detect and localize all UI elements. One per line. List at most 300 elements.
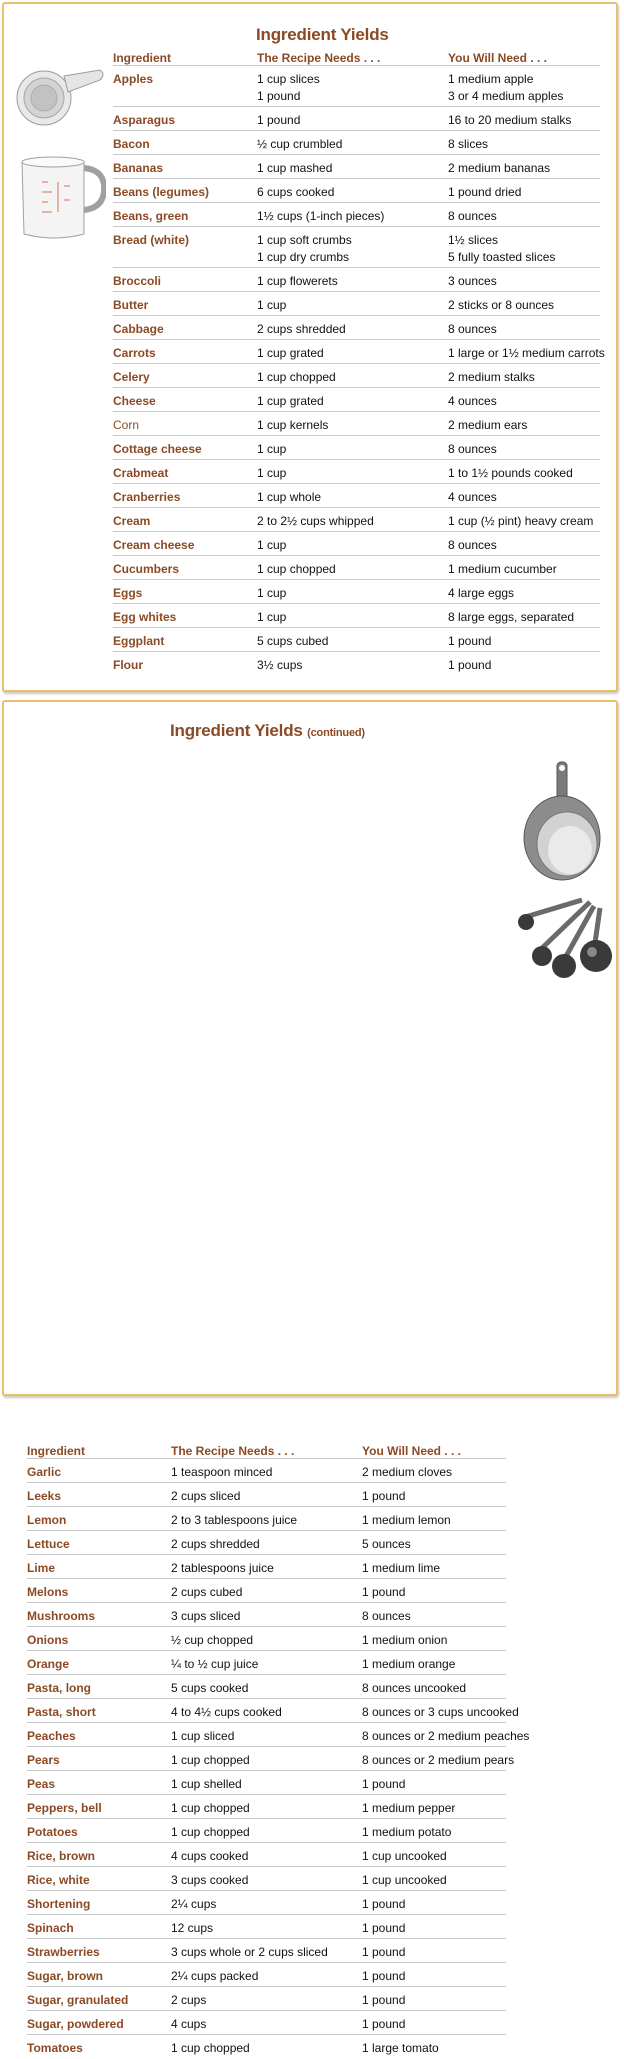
card-2-title-suffix: (continued) (307, 727, 365, 739)
recipe-needs-cell (171, 1536, 260, 1552)
recipe-needs-line: 1 cup sliced (171, 1729, 235, 1743)
table-row (113, 227, 600, 268)
you-will-need-line: 1 medium orange (362, 1657, 456, 1671)
recipe-needs-line: 1 cup grated (257, 394, 324, 408)
ingredient-name: Melons (27, 1585, 69, 1599)
table-row (27, 1603, 506, 1627)
ingredient-name: Lime (27, 1561, 56, 1575)
ingredient-name: Peaches (27, 1729, 76, 1743)
table-row (27, 1675, 506, 1699)
ingredient-name: Lemon (27, 1513, 67, 1527)
you-will-need-line: 4 ounces (448, 490, 497, 504)
column-header: You Will Need . . . (362, 1444, 462, 1458)
table-row (113, 155, 600, 179)
recipe-needs-cell (171, 1992, 206, 2008)
ingredient-name: Shortening (27, 1897, 91, 1911)
you-will-need-line: 8 ounces (448, 322, 497, 336)
ingredient-name: Pasta, long (27, 1681, 92, 1695)
you-will-need-cell (448, 417, 527, 433)
table-row (113, 508, 600, 532)
you-will-need-line: 16 to 20 medium stalks (448, 113, 572, 127)
recipe-needs-cell (257, 273, 338, 289)
recipe-needs-cell (257, 71, 320, 104)
ingredient-name: Bacon (113, 137, 150, 151)
table-row (27, 1723, 530, 1747)
ingredient-name: Sugar, brown (27, 1969, 104, 1983)
you-will-need-cell (362, 1920, 405, 1936)
recipe-needs-line: 1 cup flowerets (257, 274, 338, 288)
recipe-needs-cell (171, 1968, 258, 1984)
table-header (113, 51, 600, 66)
you-will-need-cell (448, 369, 535, 385)
ingredient-name: Rice, brown (27, 1849, 96, 1863)
ingredient-name: Pears (27, 1753, 60, 1767)
recipe-needs-cell (171, 2016, 206, 2032)
recipe-needs-line: 12 cups (171, 1921, 214, 1935)
recipe-needs-cell (257, 321, 346, 337)
recipe-needs-line: 2¼ cups packed (171, 1969, 259, 1983)
you-will-need-line: 2 medium cloves (362, 1465, 453, 1479)
you-will-need-cell (448, 393, 497, 409)
you-will-need-line: 1 cup uncooked (362, 1873, 447, 1887)
you-will-need-cell (448, 537, 497, 553)
recipe-needs-line: 1 cup (257, 586, 287, 600)
recipe-needs-line: 1 cup (257, 442, 287, 456)
table-row (27, 1939, 506, 1963)
recipe-needs-cell (257, 112, 300, 128)
you-will-need-cell (448, 232, 555, 265)
yields-table-1 (113, 51, 605, 676)
recipe-needs-cell (171, 1632, 253, 1648)
table-row (113, 556, 600, 580)
you-will-need-cell (448, 160, 550, 176)
recipe-needs-cell (257, 208, 384, 224)
table-row (27, 1843, 506, 1867)
recipe-needs-cell (257, 465, 286, 481)
recipe-needs-line: 1 cup chopped (257, 370, 336, 384)
recipe-needs-line: 1 cup dry crumbs (257, 250, 350, 264)
table-row (113, 388, 600, 412)
you-will-need-cell (362, 1848, 447, 1864)
recipe-needs-cell (257, 184, 334, 200)
you-will-need-line: 8 ounces (448, 442, 497, 456)
recipe-needs-cell (171, 1872, 248, 1888)
recipe-needs-line: 1 cup chopped (171, 1801, 250, 1815)
table-row (27, 1483, 506, 1507)
ingredient-name: Tomatoes (27, 2041, 83, 2055)
you-will-need-cell (362, 1656, 455, 1672)
recipe-needs-cell (171, 1680, 248, 1696)
you-will-need-line: 1 pound (362, 1993, 406, 2007)
ingredient-name: Bananas (113, 161, 164, 175)
recipe-needs-cell (171, 1944, 328, 1960)
recipe-needs-line: 1 cup mashed (257, 161, 333, 175)
ingredient-name: Corn (113, 418, 140, 432)
table-row (113, 532, 600, 556)
recipe-needs-line: 1 cup shelled (171, 1777, 242, 1791)
recipe-needs-line: 2 cups (171, 1993, 207, 2007)
table-row (113, 652, 600, 676)
recipe-needs-cell (257, 369, 336, 385)
recipe-needs-line: 1 cup (257, 298, 287, 312)
recipe-needs-cell (171, 1488, 240, 1504)
you-will-need-line: 8 ounces or 2 medium peaches (362, 1729, 530, 1743)
you-will-need-line: 1 medium apple (448, 72, 534, 86)
you-will-need-line: 1 pound (448, 658, 492, 672)
recipe-needs-cell (257, 441, 286, 457)
you-will-need-line: 3 ounces (448, 274, 497, 288)
table-row (113, 580, 600, 604)
ingredient-name: Lettuce (27, 1537, 70, 1551)
recipe-needs-cell (171, 1704, 282, 1720)
ingredient-name: Beans, green (113, 209, 189, 223)
you-will-need-line: 8 slices (448, 137, 489, 151)
table-row (113, 316, 600, 340)
recipe-needs-cell (171, 1920, 213, 1936)
recipe-needs-line: 3½ cups (257, 658, 303, 672)
table-header (27, 1444, 506, 1459)
you-will-need-cell (362, 1512, 451, 1528)
you-will-need-cell (362, 1536, 411, 1552)
you-will-need-line: 2 medium stalks (448, 370, 535, 384)
yields-card-1 (2, 2, 618, 692)
table-row (27, 1507, 506, 1531)
recipe-needs-line: 1 cup chopped (171, 1825, 250, 1839)
ingredient-name: Sugar, granulated (27, 1993, 129, 2007)
ingredient-name: Cream (113, 514, 151, 528)
column-header: The Recipe Needs . . . (171, 1444, 295, 1458)
table-row (113, 484, 600, 508)
you-will-need-line: 4 ounces (448, 394, 497, 408)
you-will-need-cell (362, 1704, 519, 1720)
you-will-need-cell (362, 1800, 455, 1816)
you-will-need-line: 8 ounces or 2 medium pears (362, 1753, 515, 1767)
recipe-needs-cell (257, 160, 332, 176)
recipe-needs-line: 1 cup chopped (171, 1753, 250, 1767)
ingredient-name: Eggs (113, 586, 143, 600)
recipe-needs-line: 2 cups shredded (171, 1537, 260, 1551)
recipe-needs-line: 2 to 3 tablespoons juice (171, 1513, 298, 1527)
recipe-needs-cell (257, 297, 286, 313)
ingredient-name: Cabbage (113, 322, 164, 336)
ingredient-name: Rice, white (27, 1873, 90, 1887)
you-will-need-cell (362, 1464, 452, 1480)
ingredient-name: Cheese (113, 394, 156, 408)
recipe-needs-line: ½ cup crumbled (257, 137, 343, 151)
recipe-needs-cell (257, 489, 321, 505)
ingredient-name: Beans (legumes) (113, 185, 210, 199)
you-will-need-cell (362, 1584, 405, 1600)
recipe-needs-cell (171, 2040, 250, 2056)
you-will-need-line: 1 pound (362, 1777, 406, 1791)
you-will-need-cell (362, 1608, 411, 1624)
you-will-need-line: 1 pound (362, 1897, 406, 1911)
table-row (113, 628, 600, 652)
table-row (113, 131, 600, 155)
recipe-needs-cell (257, 657, 302, 673)
you-will-need-line: 4 large eggs (448, 586, 515, 600)
ingredient-name: Butter (113, 298, 149, 312)
recipe-needs-line: 2 cups shredded (257, 322, 346, 336)
yields-table-2 (27, 1444, 530, 2059)
ingredient-name: Egg whites (113, 610, 177, 624)
recipe-needs-cell (171, 1800, 250, 1816)
you-will-need-cell (448, 297, 554, 313)
ingredient-name: Eggplant (113, 634, 165, 648)
you-will-need-line: 1 medium potato (362, 1825, 452, 1839)
you-will-need-line: 1 large tomato (362, 2041, 439, 2055)
you-will-need-line: 5 ounces (362, 1537, 411, 1551)
ingredient-name: Cottage cheese (113, 442, 202, 456)
column-header: Ingredient (27, 1444, 86, 1458)
column-header: You Will Need . . . (448, 51, 548, 65)
recipe-needs-cell (171, 1584, 242, 1600)
recipe-needs-line: 1 cup chopped (257, 562, 336, 576)
table-row (113, 179, 600, 203)
card-1-title (256, 25, 389, 45)
you-will-need-line: 1 pound (362, 2017, 406, 2031)
ingredient-name: Peas (27, 1777, 56, 1791)
recipe-needs-line: 4 cups cooked (171, 1849, 249, 1863)
recipe-needs-line: 1 cup grated (257, 346, 324, 360)
table-row (27, 1771, 506, 1795)
ingredient-name: Celery (113, 370, 150, 384)
recipe-needs-line: 4 to 4½ cups cooked (171, 1705, 282, 1719)
ingredient-name: Garlic (27, 1465, 62, 1479)
recipe-needs-line: 1 teaspoon minced (171, 1465, 273, 1479)
you-will-need-cell (362, 1776, 405, 1792)
ingredient-name: Onions (27, 1633, 69, 1647)
ingredient-name: Cucumbers (113, 562, 180, 576)
you-will-need-cell (362, 1968, 405, 1984)
you-will-need-cell (448, 609, 574, 625)
you-will-need-line: 1 cup uncooked (362, 1849, 447, 1863)
you-will-need-line: 8 ounces uncooked (362, 1681, 467, 1695)
you-will-need-cell (448, 633, 491, 649)
table-row (113, 203, 600, 227)
you-will-need-cell (448, 345, 605, 361)
recipe-needs-line: 2¼ cups (171, 1897, 217, 1911)
recipe-needs-cell (171, 1464, 272, 1480)
ingredient-name: Broccoli (113, 274, 162, 288)
you-will-need-line: 2 sticks or 8 ounces (448, 298, 555, 312)
you-will-need-line: 2 medium ears (448, 418, 528, 432)
you-will-need-cell (362, 1872, 447, 1888)
recipe-needs-cell (257, 136, 342, 152)
you-will-need-line: 1 medium lime (362, 1561, 441, 1575)
table-row (27, 1915, 506, 1939)
table-row (27, 2011, 506, 2035)
table-row (27, 1747, 515, 1771)
recipe-needs-cell (257, 345, 324, 361)
you-will-need-cell (448, 561, 557, 577)
recipe-needs-line: 3 cups sliced (171, 1609, 241, 1623)
table-row (27, 1627, 506, 1651)
you-will-need-line: 5 fully toasted slices (448, 250, 556, 264)
you-will-need-cell (362, 1824, 451, 1840)
you-will-need-cell (448, 321, 497, 337)
recipe-needs-line: 2 cups cubed (171, 1585, 243, 1599)
recipe-needs-cell (171, 1656, 258, 1672)
you-will-need-cell (362, 1680, 466, 1696)
table-row (27, 1987, 506, 2011)
you-will-need-line: 1 pound (362, 1921, 406, 1935)
you-will-need-cell (448, 585, 514, 601)
ingredient-name: Carrots (113, 346, 156, 360)
you-will-need-cell (448, 657, 491, 673)
recipe-needs-line: 2 cups sliced (171, 1489, 241, 1503)
you-will-need-cell (448, 71, 563, 104)
recipe-needs-line: 1 cup soft crumbs (257, 233, 352, 247)
recipe-needs-line: 5 cups cubed (257, 634, 329, 648)
table-row (113, 340, 605, 364)
you-will-need-cell (362, 2040, 439, 2056)
table-row (113, 604, 600, 628)
table-row (27, 1795, 506, 1819)
table-row (113, 436, 600, 460)
ingredient-name: Orange (27, 1657, 70, 1671)
recipe-needs-line: 1 cup kernels (257, 418, 329, 432)
you-will-need-cell (362, 1896, 405, 1912)
recipe-needs-cell (257, 393, 324, 409)
you-will-need-line: 8 ounces (362, 1609, 411, 1623)
card-2-title (170, 721, 365, 741)
you-will-need-line: 8 ounces (448, 209, 497, 223)
ingredient-name: Strawberries (27, 1945, 100, 1959)
table-row (113, 66, 600, 107)
recipe-needs-cell (171, 1752, 250, 1768)
yields-card-2 (2, 700, 618, 2055)
table-row (27, 1699, 519, 1723)
column-header: The Recipe Needs . . . (257, 51, 381, 65)
table-row (27, 2035, 506, 2059)
you-will-need-cell (362, 1944, 405, 1960)
you-will-need-cell (448, 513, 593, 529)
ingredient-name: Crabmeat (113, 466, 169, 480)
you-will-need-cell (448, 112, 571, 128)
recipe-needs-cell (257, 585, 286, 601)
you-will-need-line: 1 medium cucumber (448, 562, 557, 576)
table-row (27, 1459, 506, 1483)
you-will-need-line: 1 cup (½ pint) heavy cream (448, 514, 594, 528)
ingredient-name: Sugar, powdered (27, 2017, 124, 2031)
you-will-need-cell (362, 1632, 447, 1648)
table-row (113, 460, 600, 484)
recipe-needs-line: 2 to 2½ cups whipped (257, 514, 374, 528)
you-will-need-cell (448, 273, 497, 289)
ingredient-name: Cranberries (113, 490, 181, 504)
recipe-needs-line: 3 cups cooked (171, 1873, 249, 1887)
recipe-needs-cell (171, 1896, 216, 1912)
recipe-needs-line: ½ cup chopped (171, 1633, 254, 1647)
table-row (27, 1651, 506, 1675)
recipe-needs-line: 1½ cups (1-inch pieces) (257, 209, 385, 223)
you-will-need-line: 1 pound (362, 1945, 406, 1959)
ingredient-name: Peppers, bell (27, 1801, 102, 1815)
ingredient-name: Potatoes (27, 1825, 78, 1839)
ingredient-name: Apples (113, 72, 154, 86)
ingredient-name: Flour (113, 658, 143, 672)
table-row (27, 1555, 506, 1579)
recipe-needs-line: 1 pound (257, 89, 301, 103)
you-will-need-line: 1 pound (448, 634, 492, 648)
table-row (27, 1579, 506, 1603)
recipe-needs-line: 3 cups whole or 2 cups sliced (171, 1945, 328, 1959)
table-row (113, 268, 600, 292)
you-will-need-line: 3 or 4 medium apples (448, 89, 564, 103)
you-will-need-line: 1 medium pepper (362, 1801, 456, 1815)
recipe-needs-cell (257, 633, 328, 649)
recipe-needs-line: 5 cups cooked (171, 1681, 249, 1695)
ingredient-name: Asparagus (113, 113, 176, 127)
you-will-need-line: 8 ounces (448, 538, 497, 552)
you-will-need-cell (362, 2016, 405, 2032)
you-will-need-line: 1 pound (362, 1489, 406, 1503)
recipe-needs-line: 1 cup slices (257, 72, 320, 86)
table-row (27, 1867, 506, 1891)
table-row (113, 292, 600, 316)
recipe-needs-line: 1 cup chopped (171, 2041, 250, 2055)
recipe-needs-cell (257, 561, 336, 577)
recipe-needs-line: 1 cup (257, 466, 287, 480)
you-will-need-line: 2 medium bananas (448, 161, 551, 175)
table-row (27, 1531, 506, 1555)
recipe-needs-line: 1 cup (257, 610, 287, 624)
you-will-need-cell (362, 1560, 440, 1576)
ingredient-name: Bread (white) (113, 233, 190, 247)
you-will-need-cell (448, 465, 573, 481)
ingredient-name: Leeks (27, 1489, 62, 1503)
you-will-need-cell (448, 489, 497, 505)
you-will-need-cell (362, 1728, 529, 1744)
recipe-needs-cell (257, 537, 286, 553)
you-will-need-line: 1 pound (362, 1585, 406, 1599)
you-will-need-line: 8 ounces or 3 cups uncooked (362, 1705, 519, 1719)
you-will-need-line: 1 pound (362, 1969, 406, 1983)
you-will-need-line: 1 medium onion (362, 1633, 448, 1647)
recipe-needs-cell (257, 513, 374, 529)
you-will-need-cell (448, 184, 521, 200)
recipe-needs-line: 1 pound (257, 113, 301, 127)
ingredient-name: Mushrooms (27, 1609, 96, 1623)
recipe-needs-cell (171, 1776, 242, 1792)
measuring-cups-icon (14, 62, 106, 244)
table-row (113, 107, 600, 131)
recipe-needs-cell (257, 609, 286, 625)
recipe-needs-cell (171, 1728, 234, 1744)
table-row (27, 1891, 506, 1915)
recipe-needs-line: ¼ to ½ cup juice (171, 1657, 259, 1671)
recipe-needs-line: 4 cups (171, 2017, 207, 2031)
you-will-need-line: 8 large eggs, separated (448, 610, 575, 624)
you-will-need-cell (362, 1752, 514, 1768)
card-2-title-text: Ingredient Yields (170, 721, 303, 740)
ingredient-name: Cream cheese (113, 538, 195, 552)
you-will-need-line: 1 pound dried (448, 185, 522, 199)
recipe-needs-line: 1 cup whole (257, 490, 322, 504)
you-will-need-cell (448, 441, 497, 457)
you-will-need-line: 1 large or 1½ medium carrots (448, 346, 605, 360)
column-header: Ingredient (113, 51, 172, 65)
ingredient-name: Pasta, short (27, 1705, 96, 1719)
recipe-needs-line: 2 tablespoons juice (171, 1561, 274, 1575)
table-row (113, 412, 600, 436)
you-will-need-cell (448, 136, 488, 152)
measuring-spoons-icon (512, 760, 612, 980)
table-row (113, 364, 600, 388)
recipe-needs-cell (257, 417, 328, 433)
recipe-needs-cell (171, 1512, 297, 1528)
